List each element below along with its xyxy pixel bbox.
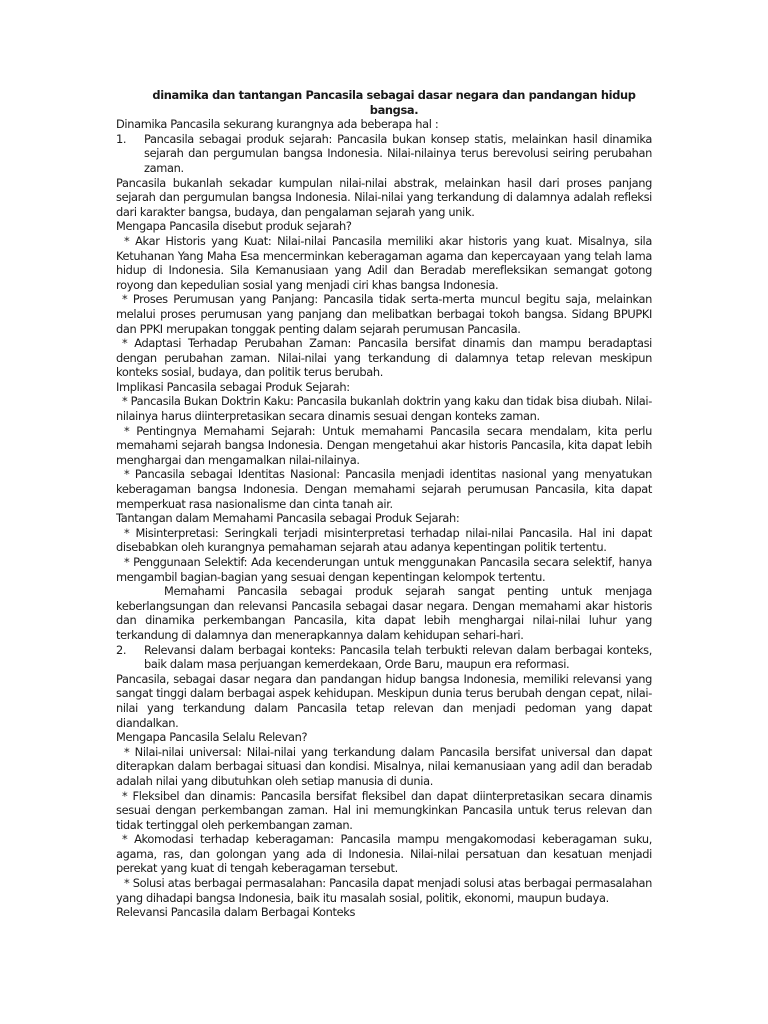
document-title: dinamika dan tantangan Pancasila sebagai dasar negara dan pandangan hidup bangsa. [152, 88, 636, 117]
bullet-paragraph: * Pentingnya Memahami Sejarah: Untuk memahami Pancasila secara mendalam, kita perlu memahami sejarah bangsa Indonesia. Dengan mengetahui akar historis Pancasila, kita dapat lebih menghargai dan mengamalkan nilai-nilainya. [116, 423, 652, 467]
bullet-paragraph: * Pancasila sebagai Identitas Nasional: Pancasila menjadi identitas nasional yang menyatukan keberagaman bangsa Indonesia. Dengan memahami sejarah perumusan Pancasila, kita dapat memperkuat rasa nasionalisme dan cinta tanah air. [116, 467, 652, 511]
document-page [116, 88, 652, 920]
paragraph: Memahami Pancasila sebagai produk sejarah sangat penting untuk menjaga keberlangsungan dan relevansi Pancasila sebagai dasar negara. Dengan memahami akar historis dan dinamika perkembangan Pancasila, kita dapat lebih menghargai nilai-nilai luhur yang terkandung di dalamnya dan menerapkannya dalam kehidupan sehari-hari. [116, 584, 652, 642]
section-heading: Relevansi Pancasila dalam Berbagai Konteks [116, 905, 356, 920]
numbered-item-2 [116, 643, 652, 672]
item-number: 2. [116, 642, 127, 657]
bullet-paragraph: * Nilai-nilai universal: Nilai-nilai yang terkandung dalam Pancasila bersifat universal dan dapat diterapkan dalam berbagai situasi dan kondisi. Misalnya, nilai kemanusiaan yang adil dan beradab adalah nilai yang dibutuhkan oleh setiap manusia di dunia. [116, 744, 652, 788]
numbered-item-1 [116, 132, 652, 176]
bullet-paragraph: * Solusi atas berbagai permasalahan: Pancasila dapat menjadi solusi atas berbagai permasalahan yang dihadapi bangsa Indonesia, baik itu masalah sosial, politik, ekonomi, maupun budaya. [116, 876, 652, 905]
section-heading: Implikasi Pancasila sebagai Produk Sejarah: [116, 379, 350, 394]
item-number: 1. [116, 131, 127, 146]
paragraph: Pancasila, sebagai dasar negara dan pandangan hidup bangsa Indonesia, memiliki relevansi yang sangat tinggi dalam berbagai aspek kehidupan. Meskipun dunia terus berubah dengan cepat, nilai-nilai yang terkandung dalam Pancasila tetap relevan dan menjadi pedoman yang dapat diandalkan. [116, 671, 652, 730]
bullet-paragraph: * Akomodasi terhadap keberagaman: Pancasila mampu mengakomodasi keberagaman suku, agama, ras, dan golongan yang ada di Indonesia. Nilai-nilai persatuan dan kesatuan menjadi perekat yang kuat di tengah keberagaman tersebut. [116, 832, 652, 876]
bullet-paragraph: * Pancasila Bukan Doktrin Kaku: Pancasila bukanlah doktrin yang kaku dan tidak bisa diubah. Nilai-nilainya harus diinterpretasikan secara dinamis sesuai dengan konteks zaman. [116, 394, 652, 424]
section-heading: Tantangan dalam Memahami Pancasila sebagai Produk Sejarah: [116, 511, 460, 526]
section-heading: Mengapa Pancasila disebut produk sejarah? [116, 219, 352, 234]
bullet-paragraph: * Adaptasi Terhadap Perubahan Zaman: Pancasila bersifat dinamis dan mampu beradaptasi dengan perubahan zaman. Nilai-nilai yang terkandung di dalamnya tetap relevan meskipun konteks sosial, budaya, dan politik terus berubah. [116, 336, 652, 380]
section-heading: Mengapa Pancasila Selalu Relevan? [116, 730, 308, 745]
bullet-paragraph: * Proses Perumusan yang Panjang: Pancasila tidak serta-merta muncul begitu saja, melainkan melalui proses perumusan yang panjang dan melibatkan berbagai tokoh bangsa. Sidang BPUPKI dan PPKI merupakan tonggak penting dalam sejarah perumusan Pancasila. [116, 292, 652, 336]
item-text: Relevansi dalam berbagai konteks: Pancasila telah terbukti relevan dalam berbagai konteks, baik dalam masa perjuangan kemerdekaan, Orde Baru, maupun era reformasi. [144, 642, 652, 672]
bullet-paragraph: * Akar Historis yang Kuat: Nilai-nilai Pancasila memiliki akar historis yang kuat. Misalnya, sila Ketuhanan Yang Maha Esa mencerminkan keberagaman agama dan kepercayaan yang telah lama hidup di Indonesia. Sila Kemanusiaan yang Adil dan Beradab merefleksikan semangat gotong royong dan kepedulian sosial yang menjadi ciri khas bangsa Indonesia. [116, 233, 652, 292]
paragraph: Pancasila bukanlah sekadar kumpulan nilai-nilai abstrak, melainkan hasil dari proses panjang sejarah dan pergumulan bangsa Indonesia. Nilai-nilai yang terkandung di dalamnya adalah refleksi dari karakter bangsa, budaya, dan pengalaman sejarah yang unik. [116, 175, 652, 219]
bullet-paragraph: * Penggunaan Selektif: Ada kecenderungan untuk menggunakan Pancasila secara selektif, hanya mengambil bagian-bagian yang sesuai dengan kepentingan kelompok tertentu. [116, 555, 652, 584]
bullet-paragraph: * Fleksibel dan dinamis: Pancasila bersifat fleksibel dan dapat diinterpretasikan secara dinamis sesuai dengan perkembangan zaman. Hal ini memungkinkan Pancasila untuk terus relevan dan tidak tertinggal oleh perkembangan zaman. [116, 788, 652, 832]
intro-paragraph: Dinamika Pancasila sekurang kurangnya ada beberapa hal : [116, 117, 439, 132]
item-text: Pancasila sebagai produk sejarah: Pancasila bukan konsep statis, melainkan hasil dinamika sejarah dan pergumulan bangsa Indonesia. Nilai-nilainya terus berevolusi seiring perubahan zaman. [144, 131, 652, 175]
bullet-paragraph: * Misinterpretasi: Seringkali terjadi misinterpretasi terhadap nilai-nilai Pancasila. Hal ini dapat disebabkan oleh kurangnya pemahaman sejarah atau adanya kepentingan politik tertentu. [116, 525, 652, 555]
